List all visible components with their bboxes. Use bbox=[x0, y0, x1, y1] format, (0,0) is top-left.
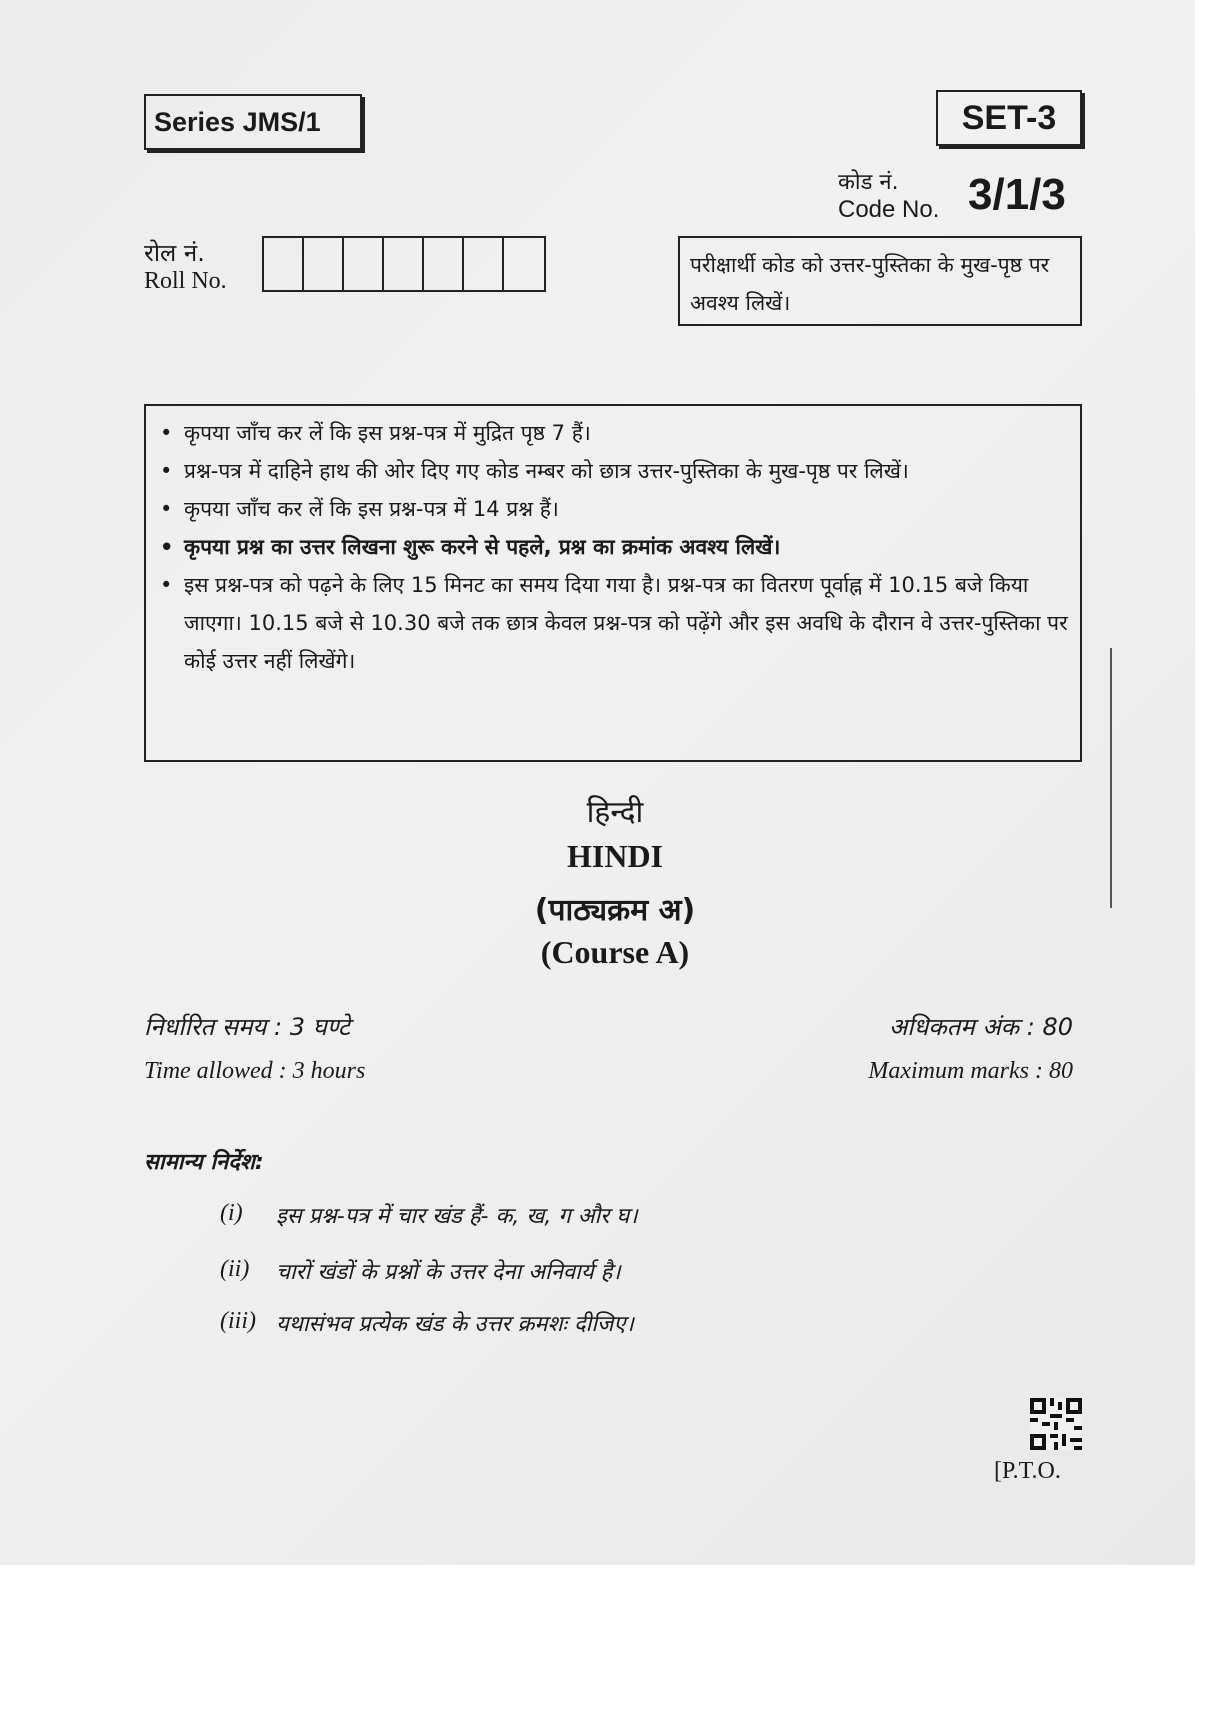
code-number: 3/1/3 bbox=[968, 170, 1066, 219]
roll-number-grid[interactable] bbox=[262, 236, 546, 292]
max-marks-english: Maximum marks : 80 bbox=[868, 1058, 1073, 1084]
margin-line bbox=[1110, 648, 1112, 908]
code-note-text: परीक्षार्थी कोड को उत्तर-पुस्तिका के मुख-पृष्ठ पर अवश्य लिखें। bbox=[690, 253, 1050, 315]
item-number: (iii) bbox=[220, 1308, 256, 1334]
qr-code-icon bbox=[1030, 1398, 1082, 1450]
series-label: Series JMS/1 bbox=[144, 94, 362, 150]
please-turn-over: [P.T.O. bbox=[994, 1458, 1061, 1484]
general-instruction-item bbox=[220, 1200, 638, 1230]
set-label: SET-3 bbox=[936, 90, 1082, 146]
roll-digit-box[interactable] bbox=[264, 238, 304, 290]
instruction-item: • कृपया जाँच कर लें कि इस प्रश्न-पत्र में मुद्रित पृष्ठ 7 हैं। bbox=[158, 414, 1070, 452]
subject-title-hindi: हिन्दी bbox=[586, 795, 644, 830]
item-number: (i) bbox=[220, 1200, 243, 1226]
code-label-hindi: कोड नं. bbox=[838, 170, 899, 195]
general-instructions-heading: सामान्य निर्देश: bbox=[144, 1150, 264, 1175]
instruction-item: • प्रश्न-पत्र में दाहिने हाथ की ओर दिए गए कोड नम्बर को छात्र उत्तर-पुस्तिका के मुख-पृष्ठ पर लिखें। bbox=[158, 452, 1070, 490]
instruction-item: • कृपया जाँच कर लें कि इस प्रश्न-पत्र में 14 प्रश्न हैं। bbox=[158, 490, 1070, 528]
instruction-item: • इस प्रश्न-पत्र को पढ़ने के लिए 15 मिनट का समय दिया गया है। प्रश्न-पत्र का वितरण पूर्वाह्न में 10.15 बजे किया जाएगा। 10.15 बजे से 10.30 बजे तक छात्र केवल प्रश्न-पत्र को पढ़ेंगे और इस अवधि के दौरान वे उत्तर-पुस्तिका पर कोई उत्तर नहीं लिखेंगे। bbox=[158, 566, 1070, 680]
code-note-box bbox=[678, 236, 1082, 326]
time-allowed-hindi: निर्धारित समय : 3 घण्टे bbox=[144, 1013, 351, 1041]
item-text: यथासंभव प्रत्येक खंड के उत्तर क्रमशः दीजिए। bbox=[276, 1312, 634, 1337]
general-instruction-item bbox=[220, 1256, 621, 1286]
roll-digit-box[interactable] bbox=[504, 238, 544, 290]
instruction-item: • कृपया प्रश्न का उत्तर लिखना शुरू करने से पहले, प्रश्न का क्रमांक अवश्य लिखें। bbox=[158, 528, 1070, 566]
roll-label-hindi: रोल नं. bbox=[144, 239, 205, 267]
item-number: (ii) bbox=[220, 1256, 250, 1282]
general-instruction-item bbox=[220, 1308, 634, 1338]
course-title-english: (Course A) bbox=[540, 934, 690, 970]
course-title-hindi: (पाठ्यक्रम अ) bbox=[534, 893, 696, 928]
roll-digit-box[interactable] bbox=[384, 238, 424, 290]
subject-title-english: HINDI bbox=[566, 838, 663, 874]
instructions-box bbox=[144, 404, 1082, 762]
roll-label-english: Roll No. bbox=[144, 268, 227, 294]
roll-digit-box[interactable] bbox=[464, 238, 504, 290]
code-label-english: Code No. bbox=[838, 196, 940, 223]
roll-digit-box[interactable] bbox=[344, 238, 384, 290]
roll-digit-box[interactable] bbox=[424, 238, 464, 290]
roll-digit-box[interactable] bbox=[304, 238, 344, 290]
item-text: इस प्रश्न-पत्र में चार खंड हैं- क, ख, ग और घ। bbox=[276, 1204, 638, 1229]
time-allowed-english: Time allowed : 3 hours bbox=[144, 1058, 366, 1084]
item-text: चारों खंडों के प्रश्नों के उत्तर देना अनिवार्य है। bbox=[276, 1260, 621, 1285]
max-marks-hindi: अधिकतम अंक : 80 bbox=[888, 1013, 1073, 1041]
